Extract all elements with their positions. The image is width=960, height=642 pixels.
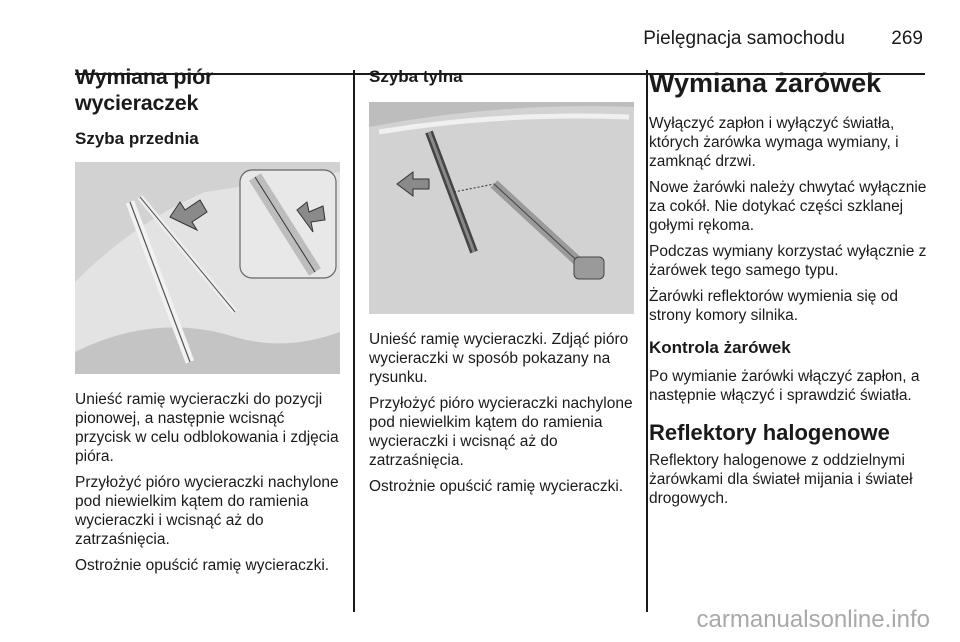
paragraph: Żarówki reflektorów wymienia się od strony komory silnika. (649, 288, 898, 324)
subheading-rear-window: Szyba tylna (369, 67, 463, 86)
column-divider-1 (353, 70, 355, 612)
section-heading-wipers: Wymiana piór wycieraczek (75, 65, 214, 115)
paragraph: Ostrożnie opuścić ramię wycieraczki. (75, 557, 330, 574)
front-wiper-illustration (75, 162, 340, 374)
paragraph: Wyłączyć zapłon i wyłączyć światła, których żarówka wymaga wymiany, i zamknąć drzwi. (649, 115, 899, 170)
column-1 (75, 60, 340, 582)
column-divider-2 (646, 70, 648, 612)
column-3 (649, 60, 929, 515)
page-number: 269 (891, 28, 923, 49)
page-header (75, 26, 925, 50)
subheading-front-windscreen: Szyba przednia (75, 129, 199, 148)
paragraph: Przyłożyć pióro wycieraczki nachylone pod niewielkim kątem do ramienia wycieraczki i wcisnąć aż do zatrzaśnięcia. (369, 395, 633, 469)
subheading-bulb-check: Kontrola żarówek (649, 338, 791, 357)
header-title: Pielęgnacja samochodu (643, 28, 845, 49)
paragraph: Po wymianie żarówki włączyć zapłon, a następnie włączyć i sprawdzić światła. (649, 368, 920, 404)
section-heading-bulbs: Wymiana żarówek (649, 68, 882, 98)
paragraph: Nowe żarówki należy chwytać wyłącznie za cokół. Nie dotykać części szklanej gołymi rękoma. (649, 179, 927, 234)
column-2 (369, 60, 634, 503)
paragraph: Podczas wymiany korzystać wyłącznie z żarówek tego samego typu. (649, 243, 927, 279)
paragraph: Reflektory halogenowe z oddzielnymi żarówkami dla świateł mijania i świateł drogowych. (649, 452, 913, 507)
paragraph: Unieść ramię wycieraczki. Zdjąć pióro wycieraczki w sposób pokazany na rysunku. (369, 331, 629, 386)
paragraph: Ostrożnie opuścić ramię wycieraczki. (369, 478, 624, 495)
paragraph: Unieść ramię wycieraczki do pozycji pionowej, a następnie wcisnąć przycisk w celu odblokowania i zdjęcia pióra. (75, 391, 339, 465)
watermark: carmanualsonline.info (696, 606, 930, 633)
subheading-halogen-headlights: Reflektory halogenowe (649, 420, 890, 445)
paragraph: Przyłożyć pióro wycieraczki nachylone pod niewielkim kątem do ramienia wycieraczki i wcisnąć aż do zatrzaśnięcia. (75, 474, 339, 548)
rear-wiper-illustration (369, 102, 634, 314)
